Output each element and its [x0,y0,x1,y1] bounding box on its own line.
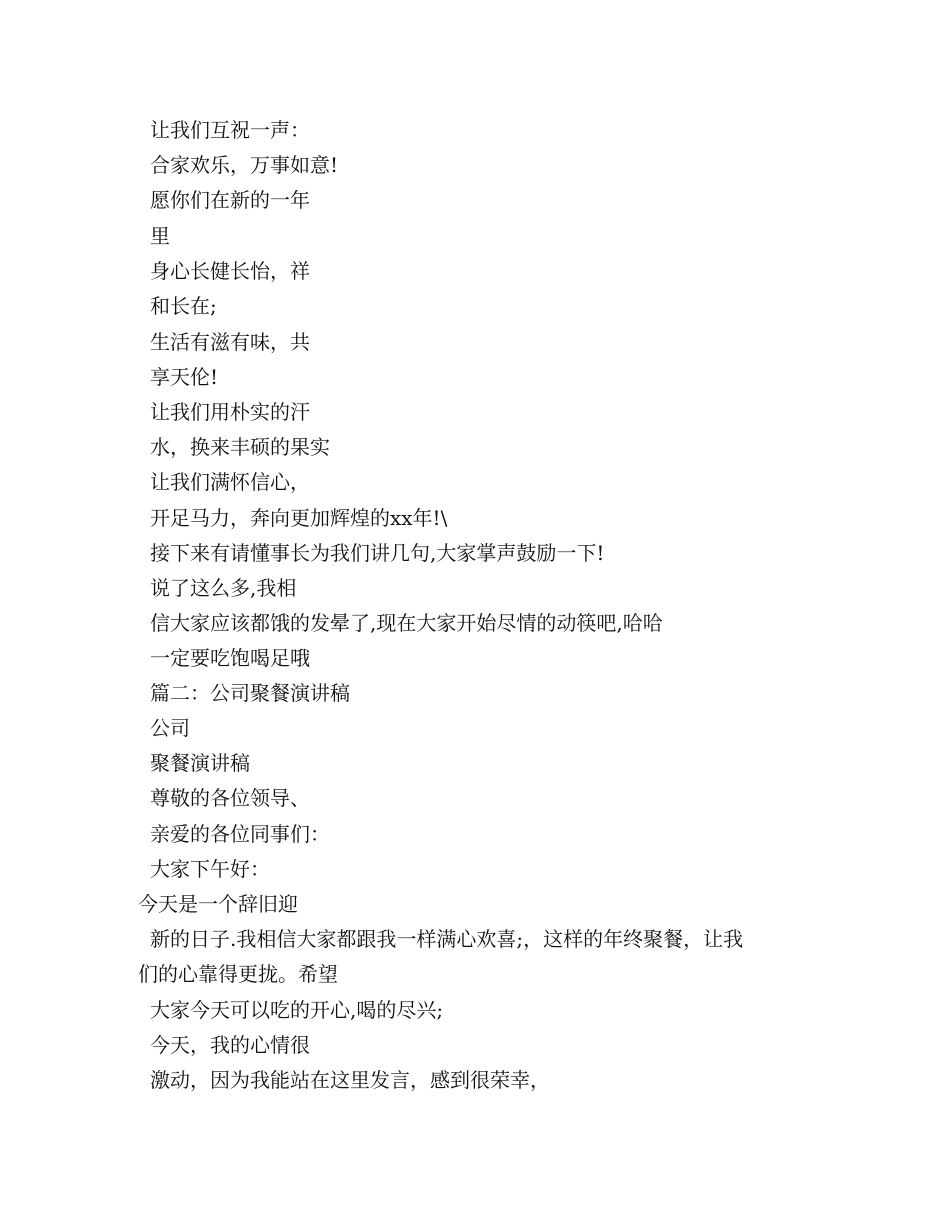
text-line: 激动，因为我能站在这里发言，感到很荣幸， [150,1068,550,1092]
text-line: 让我们满怀信心， [150,470,310,494]
text-line: 身心长健长怡，祥 [150,259,310,283]
text-line: 尊敬的各位领导、 [150,786,310,810]
text-line: 接下来有请懂事长为我们讲几句,大家掌声鼓励一下! [150,541,605,565]
text-line: 让我们互祝一声： [150,118,310,142]
text-line: 愿你们在新的一年 [150,188,310,212]
text-line: 合家欢乐，万事如意! [150,153,339,177]
text-line: 聚餐演讲稿 [150,751,250,775]
text-line: 信大家应该都饿的发晕了,现在大家开始尽情的动筷吧,哈哈 [150,611,663,635]
text-line: 亲爱的各位同事们： [150,822,330,846]
text-line: 生活有滋有味，共 [150,330,310,354]
text-line: 水，换来丰硕的果实 [150,435,330,459]
text-line: 让我们用朴实的汗 [150,400,310,424]
text-line: 里 [150,224,170,248]
text-line: 开足马力，奔向更加辉煌的xx年!\ [150,506,448,530]
text-line: 享天伦! [150,365,219,389]
text-line: 们的心靠得更拢。希望 [138,962,338,986]
text-line: 大家今天可以吃的开心,喝的尽兴; [150,998,444,1022]
text-line: 和长在; [150,294,217,318]
text-line: 今天，我的心情很 [150,1033,310,1057]
text-line: 公司 [150,716,190,740]
section-heading: 篇二：公司聚餐演讲稿 [150,681,350,705]
text-line: 今天是一个辞旧迎 [138,892,298,916]
text-line: 一定要吃饱喝足哦 [150,646,310,670]
text-line: 说了这么多,我相 [150,576,297,600]
text-line: 新的日子.我相信大家都跟我一样满心欢喜;，这样的年终聚餐，让我 [150,927,744,951]
text-line: 大家下午好： [150,857,270,881]
